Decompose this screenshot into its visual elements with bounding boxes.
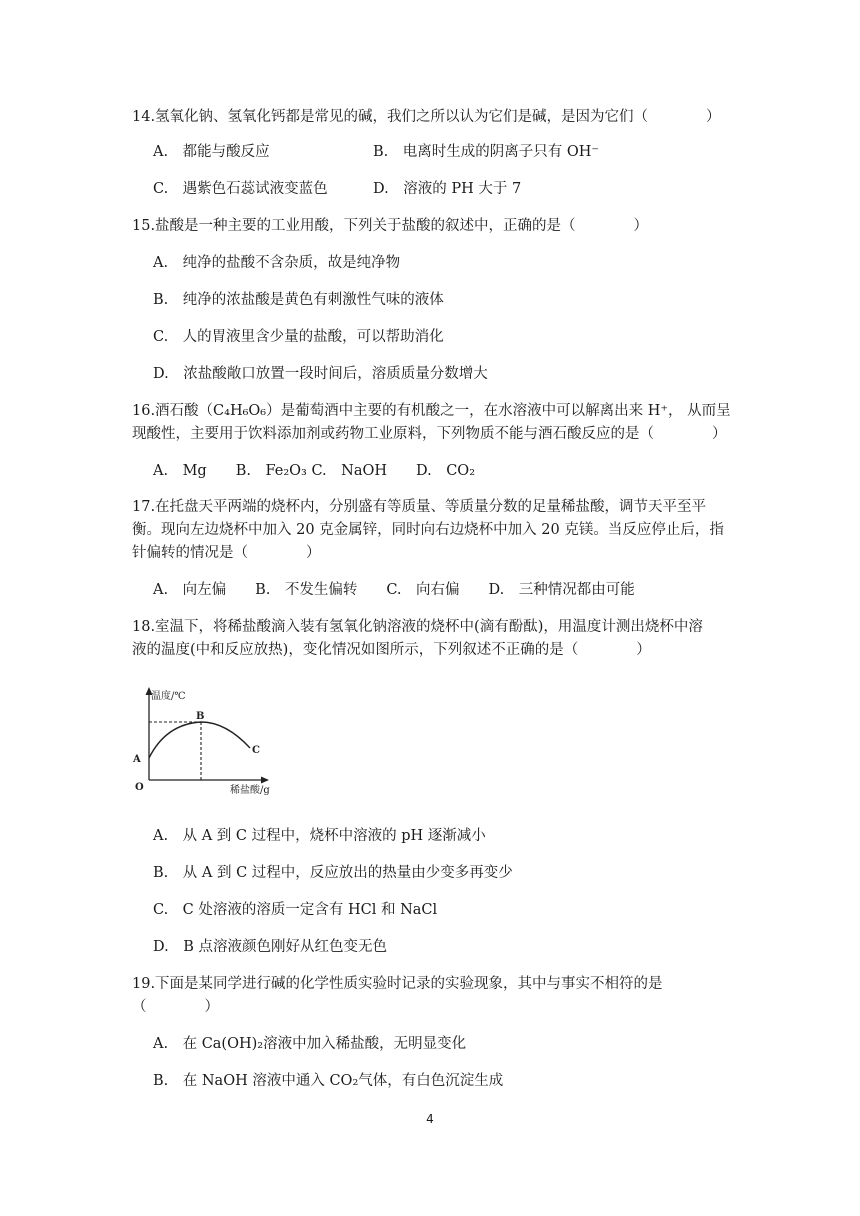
- question-16-stem-line-2: 现酸性，主要用于饮料添加剂或药物工业原料，下列物质不能与酒石酸反应的是（ ）: [132, 426, 727, 442]
- point-a-label: A: [133, 754, 141, 765]
- origin-label: O: [135, 782, 144, 793]
- y-axis-label: 温度/℃: [151, 691, 186, 702]
- question-14-option-b: B. 电离时生成的阴离子只有 OH⁻: [373, 144, 600, 160]
- page-number: 4: [426, 1112, 434, 1126]
- question-18-option-c: C. C 处溶液的溶质一定含有 HCl 和 NaCl: [153, 902, 438, 918]
- question-17-stem-line-2: 衡。现向左边烧杯中加入 20 克金属锌，同时向右边烧杯中加入 20 克镁。当反应停止后，指: [132, 522, 724, 538]
- temperature-curve: [149, 722, 250, 758]
- question-14-option-c: C. 遇紫色石蕊试液变蓝色: [153, 181, 328, 197]
- question-14-options-row-2: [153, 179, 521, 199]
- x-axis-arrow: [261, 777, 269, 784]
- x-axis-label: 稀盐酸/g: [230, 785, 270, 796]
- question-19-stem-line-1: 19.下面是某同学进行碱的化学性质实验时记录的实验现象，其中与事实不相符的是: [132, 976, 663, 992]
- question-18-stem-line-1: 18.室温下，将稀盐酸滴入装有氢氧化钠溶液的烧杯中(滴有酚酞)，用温度计测出烧杯中溶: [132, 619, 703, 635]
- question-16-stem-line-1: 16.酒石酸（C₄H₆O₆）是葡萄酒中主要的有机酸之一，在水溶液中可以解离出来 H⁺， 从而呈: [132, 403, 731, 419]
- question-19-stem-line-2: （ ）: [132, 999, 219, 1015]
- temperature-curve-figure: [126, 684, 286, 796]
- question-17-stem-line-3: 针偏转的情况是（ ）: [132, 545, 321, 561]
- question-18-stem-line-2: 液的温度(中和反应放热)，变化情况如图所示，下列叙述不正确的是（ ）: [132, 642, 651, 658]
- question-14-stem: 14.氢氧化钠、氢氧化钙都是常见的碱，我们之所以认为它们是碱，是因为它们（ ）: [132, 109, 721, 125]
- question-18-option-a: A. 从 A 到 C 过程中，烧杯中溶液的 pH 逐渐减小: [153, 828, 486, 844]
- question-14-option-a: A. 都能与酸反应: [153, 144, 270, 160]
- question-18-option-d: D. B 点溶液颜色刚好从红色变无色: [153, 939, 387, 955]
- question-15-option-a: A. 纯净的盐酸不含杂质，故是纯净物: [153, 255, 401, 271]
- question-15-option-b: B. 纯净的浓盐酸是黄色有刺激性气味的液体: [153, 292, 444, 308]
- point-c-label: C: [252, 745, 260, 756]
- question-19-option-a: A. 在 Ca(OH)₂溶液中加入稀盐酸，无明显变化: [153, 1036, 467, 1052]
- question-19-option-b: B. 在 NaOH 溶液中通入 CO₂气体，有白色沉淀生成: [153, 1073, 504, 1089]
- question-15-stem: 15.盐酸是一种主要的工业用酸，下列关于盐酸的叙述中，正确的是（ ）: [132, 218, 649, 234]
- question-14-options-row-1: [153, 142, 599, 162]
- question-17-stem-line-1: 17.在托盘天平两端的烧杯内，分别盛有等质量、等质量分数的足量稀盐酸，调节天平至平: [132, 499, 707, 515]
- question-16-options: A. Mg B. Fe₂O₃ C. NaOH D. CO₂: [153, 463, 476, 479]
- point-b-label: B: [196, 711, 205, 722]
- question-17-options: A. 向左偏 B. 不发生偏转 C. 向右偏 D. 三种情况都由可能: [153, 582, 635, 598]
- question-14-option-d: D. 溶液的 PH 大于 7: [373, 181, 522, 197]
- question-18-option-b: B. 从 A 到 C 过程中，反应放出的热量由少变多再变少: [153, 865, 513, 881]
- question-15-option-d: D. 浓盐酸敞口放置一段时间后，溶质质量分数增大: [153, 366, 488, 382]
- question-15-option-c: C. 人的胃液里含少量的盐酸，可以帮助消化: [153, 329, 444, 345]
